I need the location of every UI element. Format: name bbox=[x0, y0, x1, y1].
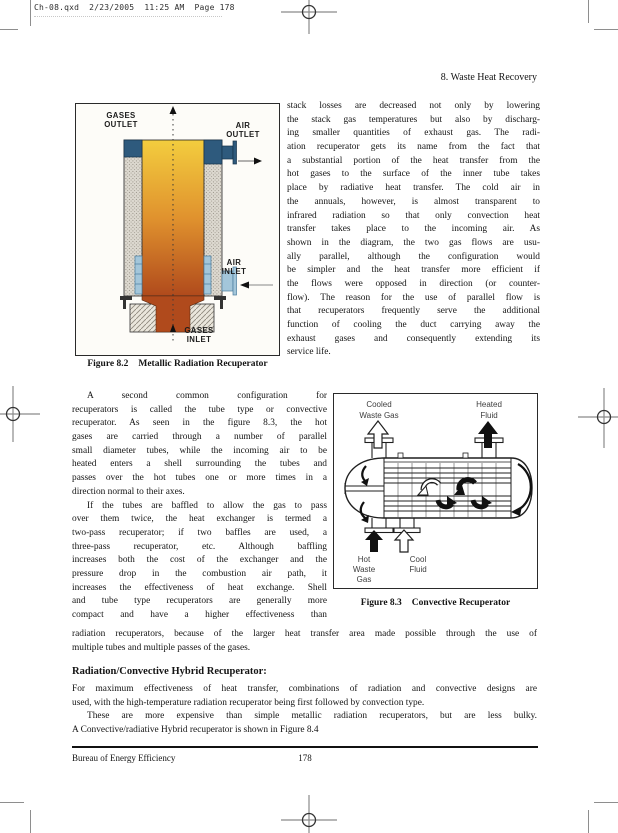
crop-mark bbox=[594, 802, 618, 803]
flow-arrowhead bbox=[361, 478, 369, 486]
hot-waste-gas-label: Hot bbox=[357, 555, 371, 564]
text-line: exhaust gases and consequently extending its bbox=[287, 333, 540, 344]
figure-8-3 bbox=[333, 393, 538, 589]
text-line: three-pass recuperator, etc. Although baffling bbox=[72, 541, 327, 552]
text-line: over them twice, the heat exchanger is termed a bbox=[72, 514, 327, 525]
cool-fluid-arrow-icon bbox=[395, 530, 413, 552]
gases-outlet-label: GASES bbox=[106, 111, 136, 120]
cool-fluid-label: Cool bbox=[409, 555, 427, 564]
gases-outlet-arrow-icon bbox=[170, 106, 177, 114]
crop-mark bbox=[588, 0, 589, 23]
flange-foot bbox=[120, 296, 132, 300]
flange-foot bbox=[220, 300, 223, 309]
text-line: passes over the hot tubes one or more times in a bbox=[72, 473, 327, 484]
text-line: the stack gas temperatures but also by discharg- bbox=[287, 114, 540, 125]
figure-8-2-diagram bbox=[76, 104, 279, 355]
text-line: A Convective/radiative Hybrid recuperator is shown in Figure 8.4 bbox=[72, 725, 319, 736]
cooled-waste-gas-label: Waste Gas bbox=[359, 411, 399, 420]
text-line: hot gases to the surface of the inner tube takes bbox=[287, 169, 540, 180]
flow-arrow-curve bbox=[361, 502, 365, 518]
text-line: place by radiative heat transfer. The cold air in bbox=[287, 183, 540, 194]
air-passage-right bbox=[204, 256, 211, 294]
text-line: recuperators is called the tube type or convective bbox=[72, 404, 327, 415]
crop-mark bbox=[594, 29, 618, 30]
figure-label: Figure 8.3 bbox=[360, 598, 402, 608]
text-line: gases are carried through a number of parallel bbox=[72, 432, 327, 443]
text-line: infrared radiation so that only convection heat bbox=[287, 210, 540, 221]
text-line: service life. bbox=[287, 347, 331, 358]
text-line: ally parallel, although the configuration would bbox=[287, 251, 540, 262]
air-passage-left bbox=[135, 256, 142, 294]
text-line: function of cooling the duct carrying away the bbox=[287, 320, 540, 330]
text-line: the annuals, however, is almost transparent to bbox=[287, 196, 540, 207]
text-line: transfer takes place to the incoming air. As bbox=[287, 224, 540, 235]
fluid-inlet-nozzle bbox=[394, 518, 420, 533]
text-line: and tube type recuperators are generally more bbox=[72, 596, 327, 607]
crop-mark bbox=[0, 802, 24, 803]
text-line: increases both the cost of the exchanger and the bbox=[72, 555, 327, 566]
crop-mark bbox=[588, 810, 589, 833]
print-slug-line: Ch-08.qxd 2/23/2005 11:25 AM Page 178 bbox=[34, 3, 235, 12]
text-line: heated enters a shell surrounding the tubes and bbox=[72, 459, 327, 470]
footer-rule bbox=[72, 746, 538, 748]
registration-mark-right bbox=[576, 388, 618, 448]
footer-publisher: Bureau of Energy Efficiency bbox=[72, 753, 176, 763]
text-line: radiation recuperators, because of the larger heat transfer area made possible through the use of bbox=[72, 629, 537, 639]
chapter-header: 8. Waste Heat Recovery bbox=[440, 72, 537, 83]
heated-fluid-arrow-icon bbox=[478, 421, 498, 448]
air-outlet-flange bbox=[233, 141, 237, 164]
text-line: recuperator. As seen in the figure 8.3, the hot bbox=[72, 418, 327, 429]
section-heading: Radiation/Convective Hybrid Recuperator: bbox=[72, 666, 267, 677]
figure-8-3-diagram bbox=[334, 394, 537, 588]
gases-inlet-label: GASES bbox=[184, 326, 214, 335]
figure-title: Metallic Radiation Recuperator bbox=[138, 359, 268, 369]
gas-inlet-nozzle bbox=[365, 518, 393, 533]
figure-8-2 bbox=[75, 103, 280, 356]
text-line: These are more expensive than simple metallic radiation recuperators, but are less bulky. bbox=[87, 711, 537, 722]
gases-outlet-label: OUTLET bbox=[104, 120, 138, 129]
body-text-full-width bbox=[72, 628, 537, 655]
text-line: the flows were opposed in direction (or counter- bbox=[287, 278, 540, 289]
text-line: increases the effectiveness of heat exchange. Shell bbox=[72, 582, 327, 593]
crop-mark bbox=[30, 810, 31, 833]
registration-mark-bottom bbox=[281, 792, 337, 833]
registration-mark-left bbox=[0, 386, 56, 442]
text-line: be simpler and the heat transfer more efficient if bbox=[287, 265, 540, 276]
hot-waste-gas-arrow-icon bbox=[365, 530, 383, 552]
hot-gas-column bbox=[142, 140, 204, 296]
air-inlet-label: AIR bbox=[226, 258, 242, 267]
text-line: multiple tubes and multiple passes of the gases. bbox=[72, 642, 251, 653]
figure-label: Figure 8.2 bbox=[87, 359, 129, 369]
text-line: direction normal to their axes. bbox=[72, 486, 185, 497]
registration-mark-top bbox=[279, 0, 339, 36]
shell-bolt bbox=[463, 453, 468, 458]
text-line: ing smaller quantities of exhaust gas. The radi- bbox=[287, 128, 540, 139]
heated-fluid-label: Fluid bbox=[480, 411, 498, 420]
flange-foot bbox=[123, 300, 126, 309]
flow-arrow-curve bbox=[362, 466, 366, 481]
print-slug-underline bbox=[34, 16, 222, 17]
figure-8-2-caption bbox=[75, 359, 280, 369]
air-inlet-label: INLET bbox=[221, 267, 247, 276]
air-outlet-label: AIR bbox=[235, 121, 251, 130]
top-cap-left bbox=[124, 140, 142, 157]
text-line: For maximum effectiveness of heat transfer, combinations of radiation and convective designs are bbox=[72, 684, 537, 694]
air-outlet-nozzle bbox=[222, 146, 233, 159]
text-line: a substantial portion of the heat transfer from the bbox=[287, 155, 540, 166]
gases-inlet-label: INLET bbox=[186, 335, 212, 344]
text-line: used, with the high-temperature radiation recuperator being first followed by convection type. bbox=[72, 697, 425, 708]
text-line: If the tubes are baffled to allow the gas to pass bbox=[87, 500, 327, 511]
text-line: compact and have a higher effectiveness than bbox=[72, 610, 327, 620]
heated-fluid-label: Heated bbox=[476, 400, 502, 409]
air-inlet-arrow-icon bbox=[240, 282, 249, 289]
text-line: A second common configuration for bbox=[87, 391, 327, 401]
crop-mark bbox=[0, 29, 18, 30]
hot-waste-gas-label: Gas bbox=[356, 575, 372, 584]
cooled-waste-gas-arrow-icon bbox=[368, 421, 388, 448]
figure-8-3-caption bbox=[333, 598, 538, 608]
cooled-waste-gas-label: Cooled bbox=[366, 400, 392, 409]
text-line: flow). The reason for the use of parallel flow is bbox=[287, 292, 540, 303]
figure-title: Convective Recuperator bbox=[411, 598, 511, 608]
flange-foot bbox=[214, 296, 226, 300]
text-line: two-pass recuperator; if two baffles are used, a bbox=[72, 527, 327, 538]
text-line: stack losses are decreased not only by lowering bbox=[287, 101, 540, 111]
top-cap-right bbox=[204, 140, 222, 164]
shell-bolt bbox=[398, 453, 403, 458]
text-line: that recuperators frequently serve the additional bbox=[287, 306, 540, 317]
text-line: pressure drop in the combustion air path, it bbox=[72, 568, 327, 579]
body-text-hybrid-section bbox=[72, 683, 537, 738]
text-line: ation recuperator gets its name from the fact that bbox=[287, 142, 540, 153]
footer-page-number: 178 bbox=[298, 753, 312, 763]
text-line: shown in the diagram, the two gas flows are usu- bbox=[287, 237, 540, 248]
body-text-right-column bbox=[287, 100, 540, 360]
air-outlet-label: OUTLET bbox=[226, 130, 260, 139]
body-text-left-column bbox=[72, 390, 327, 623]
text-line: small diameter tubes, while the incoming air to be bbox=[72, 445, 327, 456]
crop-mark bbox=[30, 0, 31, 26]
flow-arrowhead bbox=[511, 506, 522, 516]
air-outlet-arrow-icon bbox=[254, 158, 262, 165]
cool-fluid-label: Fluid bbox=[409, 565, 427, 574]
hot-waste-gas-label: Waste bbox=[352, 565, 376, 574]
